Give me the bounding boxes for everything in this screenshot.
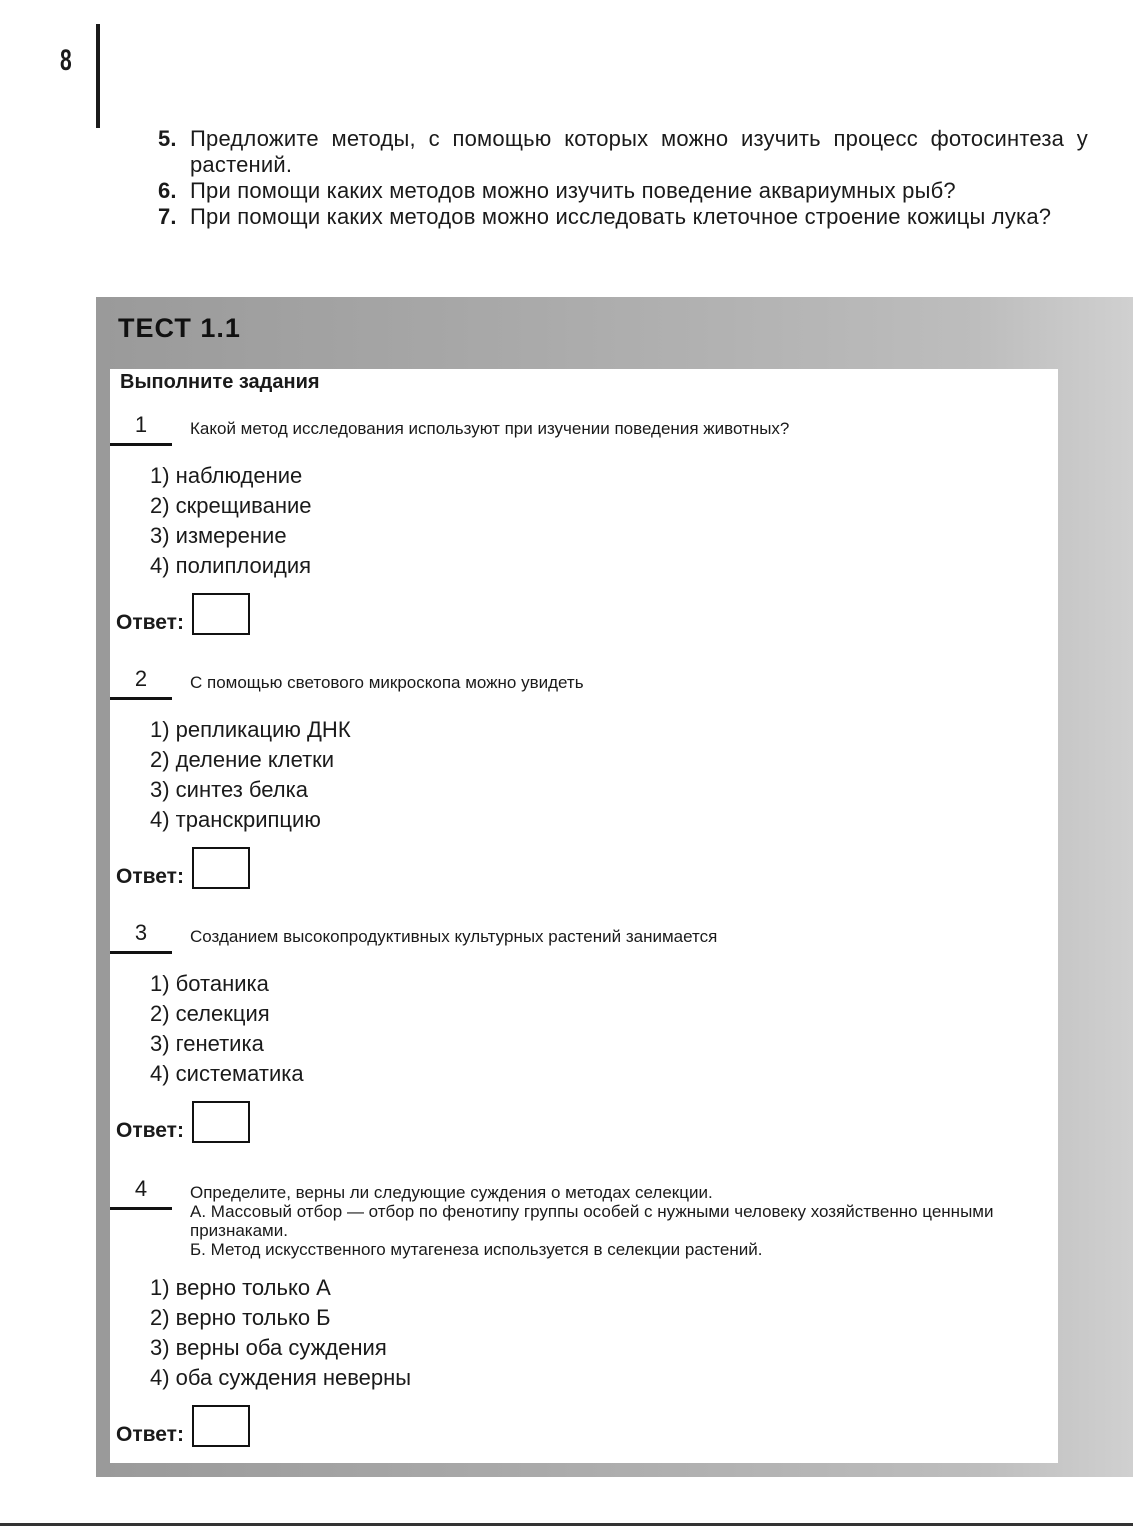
bottom-rule <box>0 1523 1133 1526</box>
option: 4) оба суждения неверны <box>150 1365 412 1390</box>
option-list <box>150 715 351 835</box>
option: 1) репликацию ДНК <box>150 717 351 742</box>
test-body <box>110 369 1058 1463</box>
answer-box[interactable] <box>192 1101 250 1143</box>
option: 2) деление клетки <box>150 747 335 772</box>
question-item <box>158 126 1088 178</box>
task-text-line: А. Массовый отбор — отбор по фенотипу группы особей с нужными человеку хозяйственно ценными признаками. <box>190 1202 994 1240</box>
option: 2) селекция <box>150 1001 270 1026</box>
answer-box[interactable] <box>192 1405 250 1447</box>
option-list <box>150 1273 411 1393</box>
answer-box[interactable] <box>192 847 250 889</box>
option: 1) наблюдение <box>150 463 303 488</box>
answer-label: Ответ: <box>116 1119 184 1142</box>
option: 3) верны оба суждения <box>150 1335 387 1360</box>
task-text-line: Определите, верны ли следующие суждения о методах селекции. <box>190 1183 713 1202</box>
answer-row <box>116 593 250 635</box>
answer-row <box>116 1405 250 1447</box>
question-number: 7. <box>158 204 177 229</box>
question-text: При помощи каких методов можно исследовать клеточное строение кожицы лука? <box>190 204 1052 229</box>
task-text <box>190 1183 1050 1259</box>
task-number: 2 <box>110 665 172 700</box>
option: 4) систематика <box>150 1061 304 1086</box>
test-panel <box>96 297 1133 1477</box>
answer-label: Ответ: <box>116 1423 184 1446</box>
answer-row <box>116 1101 250 1143</box>
option: 2) верно только Б <box>150 1305 331 1330</box>
task-number: 4 <box>110 1175 172 1210</box>
question-item <box>158 204 1088 230</box>
page-number: 8 <box>60 44 72 77</box>
test-instruction: Выполните задания <box>120 371 320 393</box>
question-text: Предложите методы, с помощью которых можно изучить процесс фотосинтеза у растений. <box>190 126 1088 177</box>
task-text: Созданием высокопродуктивных культурных растений занимается <box>190 927 718 946</box>
option: 3) синтез белка <box>150 777 308 802</box>
option-list <box>150 969 304 1089</box>
option: 3) генетика <box>150 1031 264 1056</box>
margin-rule <box>96 24 100 128</box>
answer-label: Ответ: <box>116 611 184 634</box>
option: 4) полиплоидия <box>150 553 312 578</box>
option: 1) верно только А <box>150 1275 331 1300</box>
task-text: Какой метод исследования используют при изучении поведения животных? <box>190 419 790 438</box>
option: 3) измерение <box>150 523 287 548</box>
option-list <box>150 461 312 581</box>
answer-row <box>116 847 250 889</box>
question-text: При помощи каких методов можно изучить поведение аквариумных рыб? <box>190 178 956 203</box>
task-number: 3 <box>110 919 172 954</box>
answer-label: Ответ: <box>116 865 184 888</box>
option: 1) ботаника <box>150 971 269 996</box>
task-number: 1 <box>110 411 172 446</box>
review-questions <box>158 126 1088 230</box>
option: 2) скрещивание <box>150 493 312 518</box>
test-title: ТЕСТ 1.1 <box>118 313 241 343</box>
question-number: 6. <box>158 178 177 203</box>
task-text: С помощью светового микроскопа можно увидеть <box>190 673 584 692</box>
answer-box[interactable] <box>192 593 250 635</box>
question-number: 5. <box>158 126 177 151</box>
option: 4) транскрипцию <box>150 807 321 832</box>
task-text-line: Б. Метод искусственного мутагенеза используется в селекции растений. <box>190 1240 763 1259</box>
question-item <box>158 178 1088 204</box>
